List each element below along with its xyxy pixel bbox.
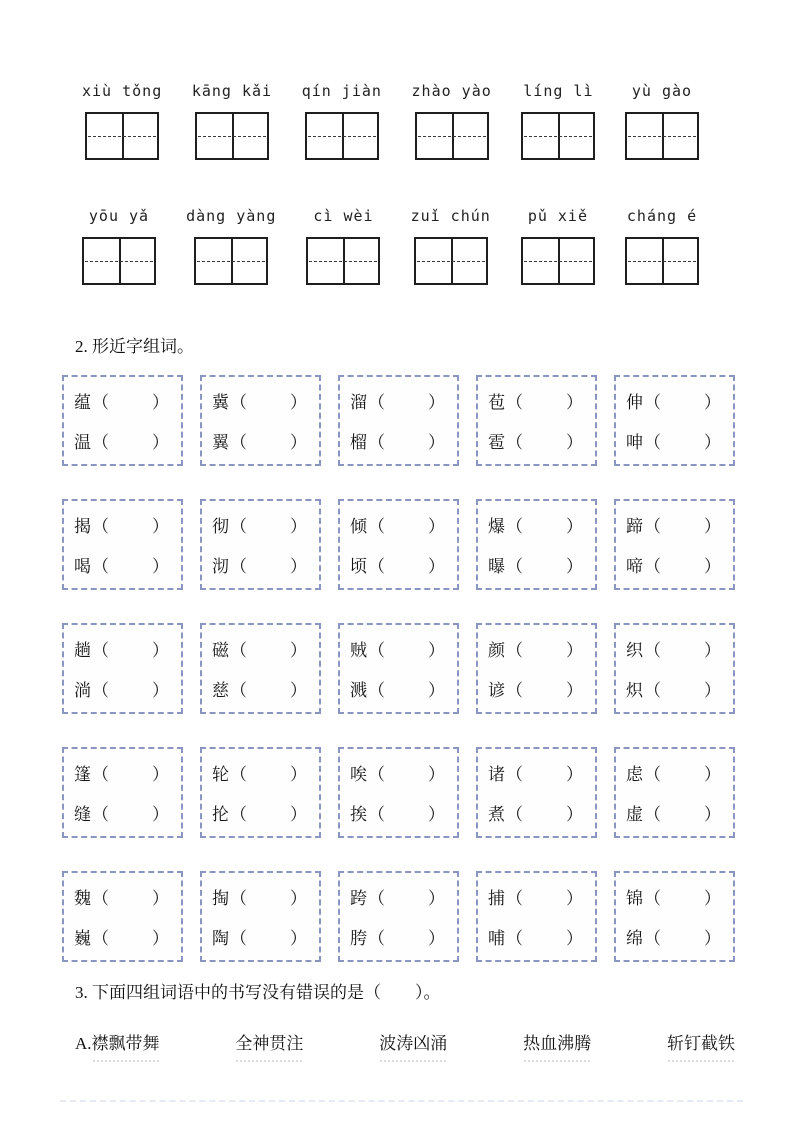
word-line [488,428,583,453]
word-pair-box [338,623,459,714]
word-pair-box [476,499,597,590]
character-top: 织 [626,641,643,660]
paren-open: （ [92,393,109,412]
word-pair-box [614,375,735,466]
paren-close: ） [566,681,583,700]
paren-open: （ [644,765,661,784]
word-pair-box [614,499,735,590]
dashed-midline [524,261,592,262]
dashed-midline [628,261,696,262]
character-top: 趟 [74,641,91,660]
word-pair-box [476,747,597,838]
character-bottom: 绵 [626,929,643,948]
pinyin-unit [306,207,380,285]
dashed-midline [197,261,265,262]
paren-close: ） [704,557,721,576]
paren-open: （ [368,805,385,824]
character-bottom: 挨 [350,805,367,824]
word-line [74,552,169,577]
paren-close: ） [566,889,583,908]
paren-open: （ [92,929,109,948]
grid-row [62,499,735,590]
grid-row [62,375,735,466]
word-line [74,512,169,537]
writing-box[interactable] [306,237,380,285]
writing-box[interactable] [414,237,488,285]
word-line [488,636,583,661]
paren-open: （ [506,557,523,576]
paren-open: （ [230,641,247,660]
word-pair-box [338,375,459,466]
paren-open: （ [230,433,247,452]
character-bottom: 煮 [488,805,505,824]
paren-close: ） [428,805,445,824]
character-top: 磁 [212,641,229,660]
paren-close: ） [428,641,445,660]
dashed-midline [198,136,266,137]
character-top: 溜 [350,393,367,412]
paren-open: （ [506,929,523,948]
paren-open: （ [368,557,385,576]
character-top: 伸 [626,393,643,412]
paren-open: （ [644,433,661,452]
paren-open: （ [92,805,109,824]
paren-open: （ [644,393,661,412]
word-pair-box [338,499,459,590]
paren-close: ） [428,557,445,576]
paren-close: ） [152,557,169,576]
dashed-midline [85,261,153,262]
paren-close: ） [152,681,169,700]
word-pair-box [614,623,735,714]
paren-close: ） [566,929,583,948]
writing-box[interactable] [521,237,595,285]
option-label: A. [75,1034,92,1053]
word-line [488,884,583,909]
paren-close: ） [704,393,721,412]
paren-open: （ [230,805,247,824]
option-word: 热血沸腾 [523,1029,591,1054]
word-line [350,636,445,661]
word-line [626,676,721,701]
writing-box[interactable] [82,237,156,285]
word-line [212,676,307,701]
paren-close: ） [152,805,169,824]
paren-close: ） [704,641,721,660]
writing-box[interactable] [625,112,699,160]
word-pair-box [62,623,183,714]
word-line [350,800,445,825]
character-bottom: 陶 [212,929,229,948]
paren-open: （ [230,557,247,576]
word-line [488,676,583,701]
option-word: 全神贯注 [235,1029,303,1054]
writing-box[interactable] [415,112,489,160]
paren-close: ） [152,517,169,536]
option-a-first [75,1029,160,1054]
word-line [212,760,307,785]
character-bottom: 胯 [350,929,367,948]
word-line [350,924,445,949]
character-bottom: 炽 [626,681,643,700]
word-line [350,428,445,453]
paren-close: ） [704,929,721,948]
paren-open: （ [368,393,385,412]
paren-close: ） [428,889,445,908]
pinyin-unit [521,82,595,160]
word-line [626,552,721,577]
paren-open: （ [368,681,385,700]
word-pair-box [200,623,321,714]
dashed-midline [628,136,696,137]
character-top: 篷 [74,765,91,784]
pinyin-label: qín jiàn [301,82,382,100]
paren-close: ） [566,805,583,824]
pinyin-unit [625,82,699,160]
writing-box[interactable] [521,112,595,160]
paren-close: ） [428,929,445,948]
pinyin-unit [82,82,162,160]
pinyin-row [82,207,699,285]
paren-open: （ [644,517,661,536]
character-top: 爆 [488,517,505,536]
grid-row [62,747,735,838]
writing-box[interactable] [625,237,699,285]
paren-close: ） [152,433,169,452]
pinyin-label: cháng é [626,207,698,225]
paren-close: ） [290,681,307,700]
paren-close: ） [290,805,307,824]
question2-heading: 2. 形近字组词。 [75,337,194,356]
word-line [74,884,169,909]
word-line [212,428,307,453]
word-line [74,676,169,701]
paren-open: （ [506,641,523,660]
dashed-midline [88,136,156,137]
word-line [74,428,169,453]
word-line [212,636,307,661]
paren-close: ） [566,433,583,452]
pinyin-label: yōu yǎ [88,207,150,225]
character-bottom: 慈 [212,681,229,700]
character-bottom: 曝 [488,557,505,576]
character-bottom: 呻 [626,433,643,452]
pinyin-unit [186,207,276,285]
paren-open: （ [506,805,523,824]
word-line [626,636,721,661]
character-top: 揭 [74,517,91,536]
word-line [626,884,721,909]
word-line [626,800,721,825]
character-top: 唉 [350,765,367,784]
paren-close: ） [566,557,583,576]
word-line [488,552,583,577]
paren-open: （ [506,517,523,536]
word-line [212,552,307,577]
word-pair-box [62,747,183,838]
paren-close: ） [152,641,169,660]
paren-close: ） [290,393,307,412]
word-line [488,800,583,825]
word-line [74,388,169,413]
pinyin-unit [411,207,491,285]
paren-close: ） [152,889,169,908]
paren-close: ） [704,681,721,700]
word-pair-box [200,375,321,466]
paren-open: （ [230,889,247,908]
paren-close: ） [428,393,445,412]
paren-open: （ [368,929,385,948]
character-bottom: 哺 [488,929,505,948]
word-line [350,760,445,785]
paren-close: ） [428,433,445,452]
paren-open: （ [644,641,661,660]
word-line [74,800,169,825]
character-bottom: 虚 [626,805,643,824]
character-top: 跨 [350,889,367,908]
pinyin-unit [412,82,492,160]
word-pair-box [614,871,735,962]
paren-open: （ [230,765,247,784]
word-line [212,884,307,909]
word-pair-box [476,375,597,466]
pinyin-label: xiù tǒng [82,82,163,100]
pinyin-label: cì wèi [313,207,374,225]
character-top: 蕴 [74,393,91,412]
word-line [74,636,169,661]
grid-row [62,623,735,714]
paren-close: ） [290,765,307,784]
paren-close: ） [290,517,307,536]
paren-open: （ [644,805,661,824]
pinyin-label: zhào yào [411,82,492,100]
dashed-midline [309,261,377,262]
paren-open: （ [644,557,661,576]
writing-box[interactable] [305,112,379,160]
pinyin-unit [302,82,382,160]
pinyin-label: líng lì [523,82,594,100]
character-bottom: 温 [74,433,91,452]
character-top: 彻 [212,517,229,536]
character-top: 魏 [74,889,91,908]
word-line [350,388,445,413]
paren-close: ） [428,681,445,700]
word-line [74,760,169,785]
paren-open: （ [92,557,109,576]
word-pair-box [476,871,597,962]
word-line [74,924,169,949]
pinyin-unit [625,207,699,285]
word-line [212,800,307,825]
paren-open: （ [368,517,385,536]
option-a-row [75,1029,735,1054]
word-line [350,884,445,909]
paren-open: （ [644,681,661,700]
character-top: 捕 [488,889,505,908]
word-pair-box [614,747,735,838]
character-bottom: 抡 [212,805,229,824]
pinyin-label: dàng yàng [186,207,277,225]
paren-close: ） [704,433,721,452]
paren-open: （ [506,433,523,452]
character-top: 颜 [488,641,505,660]
paren-close: ） [290,929,307,948]
dashed-midline [418,136,486,137]
paren-open: （ [230,517,247,536]
paren-open: （ [506,889,523,908]
paren-close: ） [290,641,307,660]
character-bottom: 啼 [626,557,643,576]
paren-close: ） [704,805,721,824]
word-line [350,512,445,537]
word-line [488,760,583,785]
word-line [350,676,445,701]
paren-close: ） [704,765,721,784]
paren-open: （ [92,433,109,452]
pinyin-unit [192,82,272,160]
word-pair-box [200,499,321,590]
word-line [350,552,445,577]
paren-close: ） [152,929,169,948]
character-top: 掏 [212,889,229,908]
character-bottom: 淌 [74,681,91,700]
paren-close: ） [566,765,583,784]
character-top: 诸 [488,765,505,784]
page-bottom-dashed-rule [60,1100,743,1102]
paren-open: （ [92,765,109,784]
paren-close: ） [152,393,169,412]
character-top: 贼 [350,641,367,660]
word-line [488,924,583,949]
writing-box[interactable] [194,237,268,285]
character-bottom: 溅 [350,681,367,700]
character-bottom: 缝 [74,805,91,824]
paren-close: ） [566,517,583,536]
paren-close: ） [704,517,721,536]
paren-open: （ [92,681,109,700]
option-word: 波涛凶涌 [379,1029,447,1054]
word-pair-box [200,747,321,838]
grid-row [62,871,735,962]
character-top: 冀 [212,393,229,412]
pinyin-unit [82,207,156,285]
paren-open: （ [92,517,109,536]
paren-open: （ [644,889,661,908]
character-bottom: 翼 [212,433,229,452]
paren-close: ） [566,641,583,660]
character-bottom: 巍 [74,929,91,948]
word-pair-box [62,871,183,962]
question3-heading: 3. 下面四组词语中的书写没有错误的是（ ）。 [75,983,441,1002]
dashed-midline [524,136,592,137]
paren-open: （ [92,641,109,660]
word-line [626,428,721,453]
paren-open: （ [368,433,385,452]
pinyin-unit [521,207,595,285]
paren-close: ） [152,765,169,784]
paren-close: ） [290,889,307,908]
paren-close: ） [566,393,583,412]
character-top: 轮 [212,765,229,784]
character-top: 倾 [350,517,367,536]
paren-open: （ [92,889,109,908]
option-word: 襟飘带舞 [92,1029,160,1054]
word-line [626,924,721,949]
character-top: 锦 [626,889,643,908]
paren-open: （ [368,889,385,908]
character-bottom: 榴 [350,433,367,452]
word-line [212,512,307,537]
word-pair-box [338,747,459,838]
paren-close: ） [290,557,307,576]
pinyin-label: kāng kǎi [191,82,273,100]
word-pair-box [476,623,597,714]
dashed-midline [308,136,376,137]
paren-open: （ [506,765,523,784]
character-bottom: 顷 [350,557,367,576]
question2-grid [62,375,735,962]
paren-open: （ [644,929,661,948]
word-pair-box [62,375,183,466]
paren-open: （ [230,393,247,412]
pinyin-row [82,82,699,160]
writing-box[interactable] [85,112,159,160]
character-top: 虑 [626,765,643,784]
character-bottom: 谚 [488,681,505,700]
paren-open: （ [506,681,523,700]
word-line [212,924,307,949]
pinyin-label: zuǐ chún [410,207,491,225]
word-line [488,512,583,537]
paren-open: （ [368,765,385,784]
word-line [626,388,721,413]
word-line [488,388,583,413]
pinyin-label: yù gào [631,82,693,100]
word-pair-box [338,871,459,962]
character-bottom: 雹 [488,433,505,452]
paren-close: ） [704,889,721,908]
writing-box[interactable] [195,112,269,160]
paren-close: ） [290,433,307,452]
dashed-midline [417,261,485,262]
word-line [626,512,721,537]
paren-close: ） [428,517,445,536]
word-pair-box [200,871,321,962]
paren-open: （ [368,641,385,660]
pinyin-writing-section [82,0,699,285]
word-line [626,760,721,785]
paren-open: （ [506,393,523,412]
word-line [212,388,307,413]
character-bottom: 喝 [74,557,91,576]
paren-open: （ [230,681,247,700]
paren-open: （ [230,929,247,948]
character-top: 苞 [488,393,505,412]
pinyin-label: pǔ xiě [527,207,588,225]
option-word: 斩钉截铁 [667,1029,735,1054]
character-top: 蹄 [626,517,643,536]
word-pair-box [62,499,183,590]
paren-close: ） [428,765,445,784]
character-bottom: 沏 [212,557,229,576]
